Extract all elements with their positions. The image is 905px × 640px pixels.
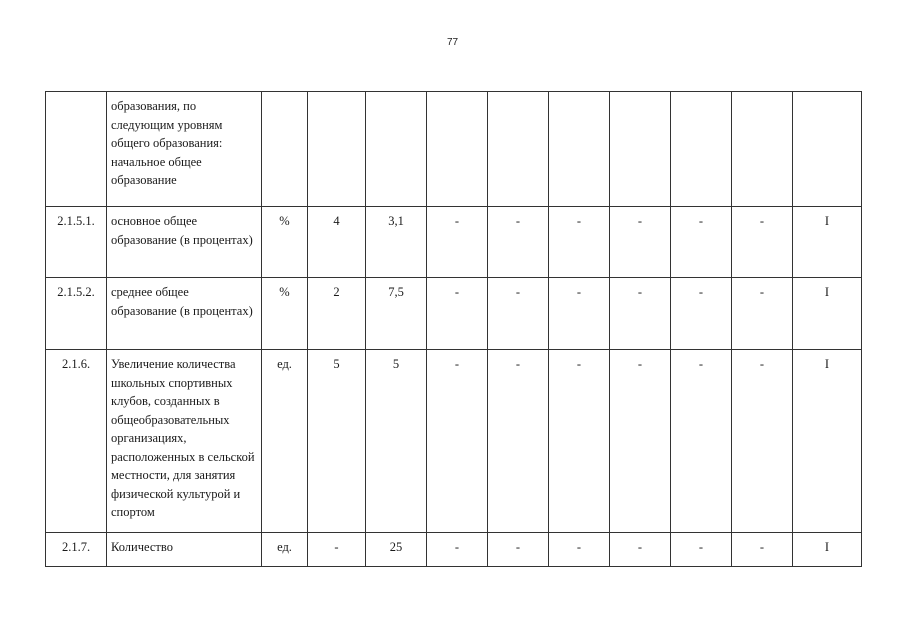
cell-v7 bbox=[671, 92, 732, 207]
cell-v5: - bbox=[549, 207, 610, 278]
cell-v3: - bbox=[427, 533, 488, 567]
cell-v6: - bbox=[610, 278, 671, 350]
cell-v1: - bbox=[308, 533, 366, 567]
cell-v3: - bbox=[427, 207, 488, 278]
cell-v1: 4 bbox=[308, 207, 366, 278]
cell-name: среднее общее образование (в процентах) bbox=[107, 278, 262, 350]
cell-stage: I bbox=[793, 278, 862, 350]
cell-stage bbox=[793, 92, 862, 207]
cell-v5: - bbox=[549, 533, 610, 567]
page-number: 77 bbox=[446, 37, 459, 48]
cell-v8: - bbox=[732, 278, 793, 350]
cell-unit: ед. bbox=[262, 350, 308, 533]
cell-v2: 7,5 bbox=[366, 278, 427, 350]
cell-v3 bbox=[427, 92, 488, 207]
cell-num bbox=[46, 92, 107, 207]
cell-stage: I bbox=[793, 207, 862, 278]
cell-v5: - bbox=[549, 350, 610, 533]
cell-unit: ед. bbox=[262, 533, 308, 567]
cell-v6 bbox=[610, 92, 671, 207]
cell-num: 2.1.5.1. bbox=[46, 207, 107, 278]
cell-stage: I bbox=[793, 350, 862, 533]
cell-v4: - bbox=[488, 350, 549, 533]
cell-v2 bbox=[366, 92, 427, 207]
cell-v8 bbox=[732, 92, 793, 207]
cell-v4: - bbox=[488, 278, 549, 350]
cell-unit bbox=[262, 92, 308, 207]
cell-v1: 5 bbox=[308, 350, 366, 533]
cell-num: 2.1.6. bbox=[46, 350, 107, 533]
cell-v4: - bbox=[488, 533, 549, 567]
table-row bbox=[46, 278, 862, 350]
table-row bbox=[46, 207, 862, 278]
table-row bbox=[46, 350, 862, 533]
cell-v4 bbox=[488, 92, 549, 207]
cell-v4: - bbox=[488, 207, 549, 278]
cell-unit: % bbox=[262, 207, 308, 278]
cell-v1: 2 bbox=[308, 278, 366, 350]
cell-v2: 5 bbox=[366, 350, 427, 533]
cell-v3: - bbox=[427, 350, 488, 533]
cell-v1 bbox=[308, 92, 366, 207]
cell-v8: - bbox=[732, 533, 793, 567]
cell-v5 bbox=[549, 92, 610, 207]
cell-unit: % bbox=[262, 278, 308, 350]
cell-name: основное общее образование (в процентах) bbox=[107, 207, 262, 278]
cell-v2: 25 bbox=[366, 533, 427, 567]
cell-name: Количество bbox=[107, 533, 262, 567]
cell-v7: - bbox=[671, 207, 732, 278]
cell-v3: - bbox=[427, 278, 488, 350]
cell-v5: - bbox=[549, 278, 610, 350]
cell-v6: - bbox=[610, 207, 671, 278]
cell-v7: - bbox=[671, 533, 732, 567]
cell-v6: - bbox=[610, 533, 671, 567]
cell-v6: - bbox=[610, 350, 671, 533]
cell-name: образования, по следующим уровням общего образования: начальное общее образование bbox=[107, 92, 262, 207]
cell-v2: 3,1 bbox=[366, 207, 427, 278]
cell-v8: - bbox=[732, 207, 793, 278]
cell-name: Увеличение количества школьных спортивных клубов, созданных в общеобразовательных организациях, расположенных в сельской местности, для занятия физической культурой и спортом bbox=[107, 350, 262, 533]
table-row bbox=[46, 533, 862, 567]
cell-v8: - bbox=[732, 350, 793, 533]
cell-v7: - bbox=[671, 350, 732, 533]
indicators-table bbox=[45, 91, 862, 567]
cell-v7: - bbox=[671, 278, 732, 350]
cell-stage: I bbox=[793, 533, 862, 567]
cell-num: 2.1.7. bbox=[46, 533, 107, 567]
cell-num: 2.1.5.2. bbox=[46, 278, 107, 350]
table-row bbox=[46, 92, 862, 207]
